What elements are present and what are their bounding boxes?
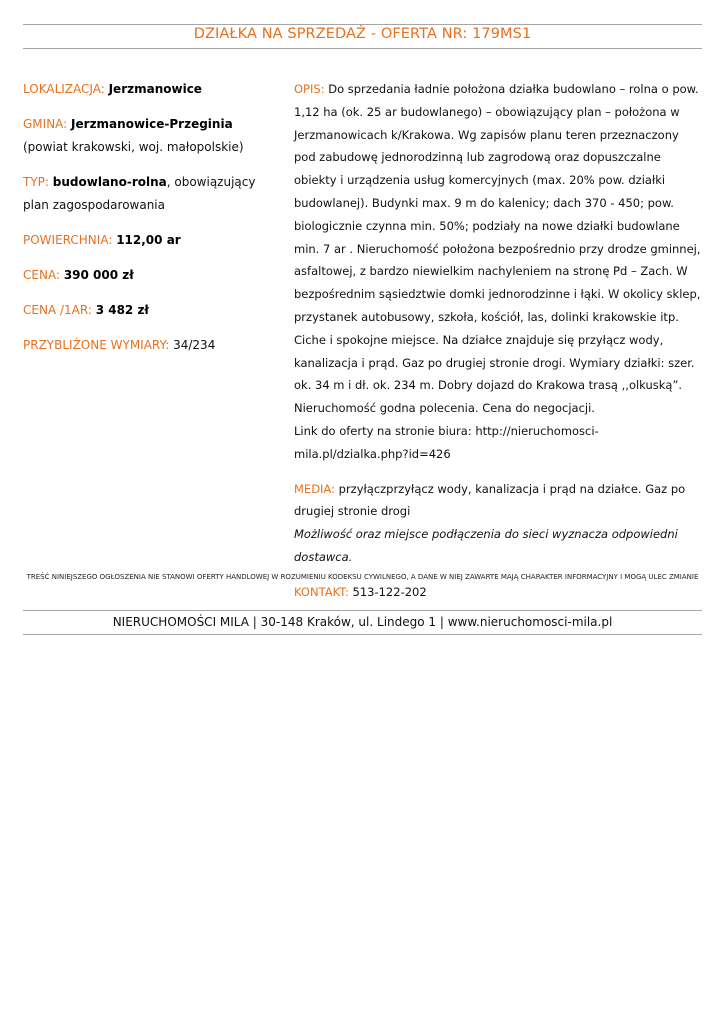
footer-bottom-rule bbox=[23, 634, 702, 635]
price-per-ar-value: 3 482 zł bbox=[95, 303, 149, 317]
type-row bbox=[23, 171, 273, 217]
media-paragraph bbox=[294, 478, 704, 524]
price-per-ar-label: CENA /1AR: bbox=[23, 303, 92, 317]
area-row bbox=[23, 229, 273, 252]
dimensions-row bbox=[23, 334, 273, 357]
media-label: MEDIA: bbox=[294, 481, 335, 496]
contact-row bbox=[294, 581, 704, 604]
gmina-note: (powiat krakowski, woj. małopolskie) bbox=[23, 140, 244, 154]
header-top-rule bbox=[23, 24, 702, 25]
media-note: Możliwość oraz miejsce podłączenia do sieci wyznacza odpowiedni dostawca. bbox=[294, 527, 678, 564]
media-text: przyłączprzyłącz wody, kanalizacja i prąd na działce. Gaz po drugiej stronie drogi bbox=[294, 481, 686, 519]
legal-disclaimer: TREŚĆ NINIEJSZEGO OGŁOSZENIA NIE STANOWI OFERTY HANDLOWEJ W ROZUMIENIU KODEKSU CYWILNEGO, A DANE W NIEJ ZAWARTE MAJĄ CHARAKTER INFORMACYJNY I MOGĄ ULEC ZMIANIE bbox=[26, 573, 699, 581]
gmina-label: GMINA: bbox=[23, 117, 68, 131]
footer-company-info: NIERUCHOMOŚCI MILA | 30-148 Kraków, ul. Lindego 1 | www.nieruchomosci-mila.pl bbox=[112, 615, 613, 629]
offer-description bbox=[294, 78, 704, 604]
footer-top-rule bbox=[23, 610, 702, 611]
location-label: LOKALIZACJA: bbox=[23, 82, 105, 96]
type-label: TYP: bbox=[23, 175, 49, 189]
offer-details bbox=[23, 78, 273, 357]
description-text: Do sprzedania ładnie położona działka budowlano – rolna o pow. 1,12 ha (ok. 25 ar budowlanego) – obowiązujący plan – położona w Jerzmanowicach k/Krakowa. Wg zapisów planu teren przeznaczony pod zabudowę jednorodzinną lub zagrodową oraz dopuszczalne obiekty i urządzenia usług komercyjnych (max. 20% pow. działki budowlanej). Budynki max. 9 m do kalenicy; dach 370 - 450; pow. biologicznie czynna min. 50%; podziały na nowe działki budowlane min. 7 ar . Nieruchomość położona bezpośrednio przy drodze gminnej, asfaltowej, z bardzo niewielkim nachyleniem na stronę Pd – Zach. W bezpośrednim sąsiedztwie domki jednorodzinne i łąki. W okolicy sklep, przystanek autobusowy, szkoła, kościół, las, dolinki krakowskie itp. Ciche i spokojne miejsce. Na działce znajduje się przyłącz wody, kanalizacja i prąd. Gaz po drugiej stronie drogi. Wymiary działki: szer. ok. 34 m i dł. ok. 234 m. Dobry dojazd do Krakowa trasą ,,olkuską”. Nieruchomość godna polecenia. Cena do negocjacji. bbox=[294, 82, 701, 416]
price-row bbox=[23, 264, 273, 287]
description-label: OPIS: bbox=[294, 82, 325, 96]
header-bottom-rule bbox=[23, 48, 702, 49]
area-label: POWIERCHNIA: bbox=[23, 233, 113, 247]
price-value: 390 000 zł bbox=[63, 268, 134, 282]
area-value: 112,00 ar bbox=[116, 233, 181, 247]
price-label: CENA: bbox=[23, 268, 60, 282]
type-value: budowlano-rolna bbox=[52, 175, 167, 189]
location-value: Jerzmanowice bbox=[108, 82, 202, 96]
location-row bbox=[23, 78, 273, 101]
description-paragraph bbox=[294, 78, 704, 420]
contact-phone: 513-122-202 bbox=[352, 584, 427, 599]
dimensions-label: PRZYBLIŻONE WYMIARY: bbox=[23, 338, 170, 352]
contact-label: KONTAKT: bbox=[294, 584, 349, 599]
price-per-ar-row bbox=[23, 299, 273, 322]
dimensions-value: 34/234 bbox=[173, 338, 216, 352]
gmina-value: Jerzmanowice-Przeginia bbox=[71, 117, 233, 131]
type-note: , obowiązujący plan zagospodarowania bbox=[23, 175, 256, 212]
offer-link: Link do oferty na stronie biura: http://nieruchomosci-mila.pl/dzialka.php?id=426 bbox=[294, 423, 599, 461]
gmina-row bbox=[23, 113, 273, 136]
page-title: DZIAŁKA NA SPRZEDAŻ - OFERTA NR: 179MS1 bbox=[193, 26, 532, 42]
